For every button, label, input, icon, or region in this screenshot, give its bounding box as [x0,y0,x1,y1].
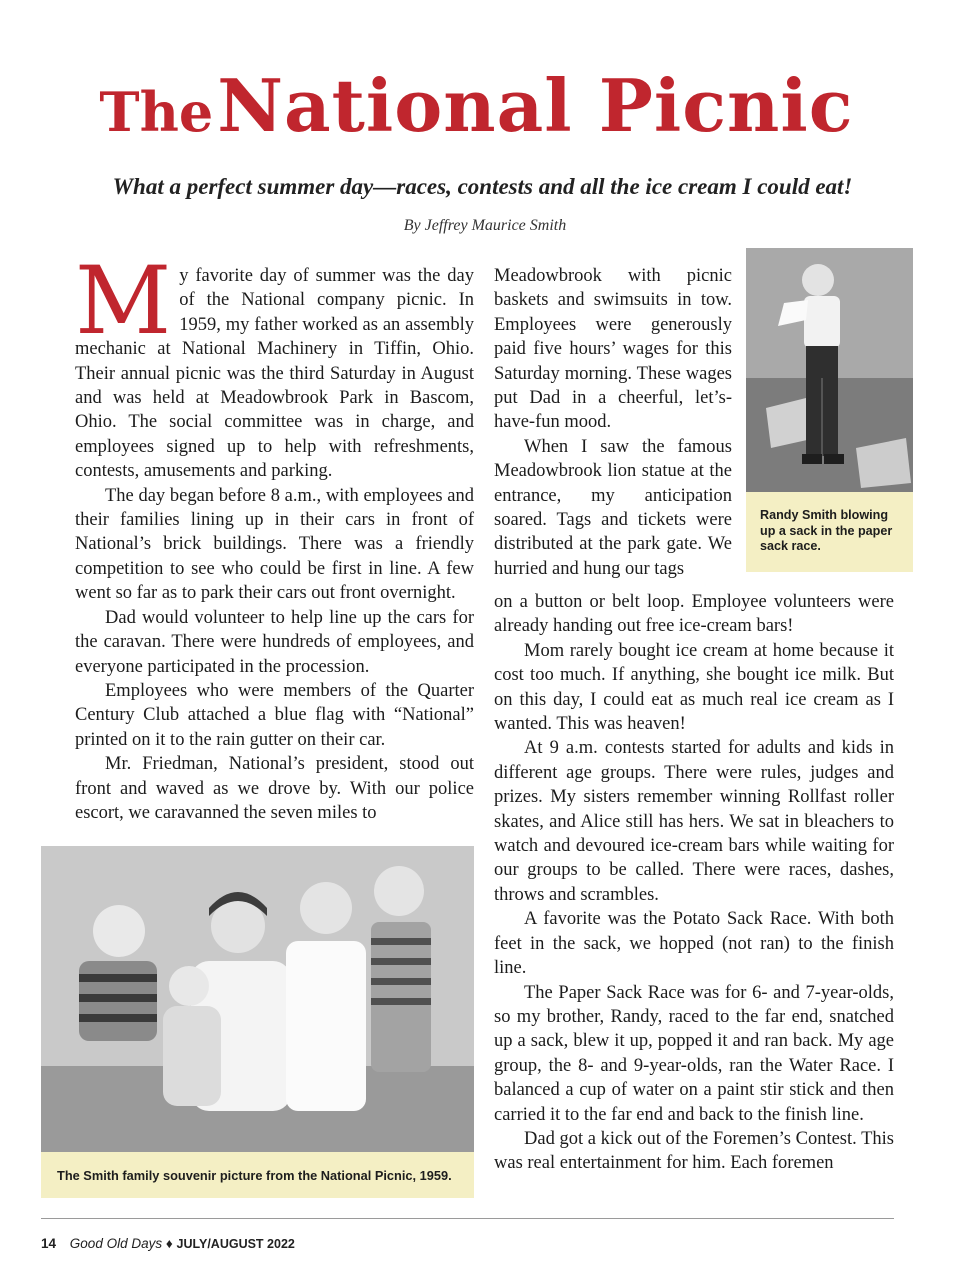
magazine-name: Good Old Days [69,1236,163,1251]
paragraph: y favorite day of summer was the day of the National company picnic. In 1959, my father worked as an assembly mechanic at National Machinery in Tiffin, Ohio. Their annual picnic was the third Saturday in August and was held at Meadowbrook Park in Bascom, Ohio. The social committee was in charge, and employees signed up to help with refreshments, contests, amusements and parking. [75,266,474,482]
article-title [0,63,953,148]
paragraph: Dad got a kick out of the Foremen’s Contest. This was real entertainment for him. Each foremen [494,1128,894,1174]
paragraph: Mr. Friedman, National’s president, stood out front and waved as we drove by. With our police escort, we caravanned the seven miles to [75,754,474,823]
paragraph: on a button or belt loop. Employee volunteers were already handing out free ice-cream bars! [494,592,894,637]
paragraph: The Paper Sack Race was for 6- and 7-year-olds, so my brother, Randy, raced to the far end, snatched up a sack, blew it up, popped it and ran back. My age group, the 8- and 9-year-olds, ran the Water Race. I balanced a cup of water on a paint stir stick and then carried it to the far end and back to the finish line. [494,982,894,1125]
photo-smith-family [41,846,474,1152]
paragraph: Mom rarely bought ice cream at home because it cost too much. If anything, she bought ice milk. But on this day, I could eat as much real ice cream as I wanted. This was heaven! [494,640,894,735]
paragraph: Meadowbrook with picnic baskets and swimsuits in tow. Employees were generously paid five hours’ wages for this Saturday morning. These wages put Dad in a cheerful, let’s-have-fun mood. [494,266,732,433]
caption-family: The Smith family souvenir picture from the National Picnic, 1959. [41,1152,474,1198]
paragraph: When I saw the famous Meadowbrook lion statue at the entrance, my anticipation soared. Tags and tickets were distributed at the park gate. We hurried and hung our tags [494,436,732,579]
paragraph: A favorite was the Potato Sack Race. With both feet in the sack, we hopped (not ran) to the finish line. [494,909,894,979]
photo-randy-sack-race [746,248,913,492]
issue-date: JULY/AUGUST 2022 [176,1237,295,1251]
footer-divider [41,1218,894,1219]
byline: By Jeffrey Maurice Smith [403,217,567,234]
caption-randy: Randy Smith blowing up a sack in the paper sack race. [746,492,913,572]
diamond-separator-icon: ♦ [165,1236,173,1251]
article-column-right-top [494,264,732,581]
title-the: The [99,80,214,144]
paragraph: Employees who were members of the Quarter Century Club attached a blue flag with “National” printed on it to the rain gutter on their car. [75,680,474,750]
drop-cap: M [75,247,172,356]
title-main: National Picnic [217,63,854,148]
page-number: 14 [41,1236,57,1251]
page-footer [41,1236,295,1251]
paragraph: Dad would volunteer to help line up the cars for the caravan. There were hundreds of employees, and everyone participated in the procession. [75,607,474,677]
paragraph: At 9 a.m. contests started for adults and kids in different age groups. There were rules, judges and prizes. My sisters remember winning Rollfast roller skates, and Alice still has hers. We sat in bleachers to watch and devoured ice-cream bars while waiting for our groups to be called. There were races, dashes, throws and scrambles. [494,738,894,905]
subtitle: What a perfect summer day—races, contests and all the ice cream I could eat! [112,174,853,199]
family-silhouette-illustration [41,846,474,1152]
article-column-left [75,247,474,825]
boy-silhouette-illustration [746,248,913,492]
article-column-right [494,590,894,1176]
paragraph: The day began before 8 a.m., with employees and their families lining up in their cars in front of National’s brick buildings. There was a friendly competition to see who could be first in line. A few went so far as to park their cars out front overnight. [75,485,474,604]
